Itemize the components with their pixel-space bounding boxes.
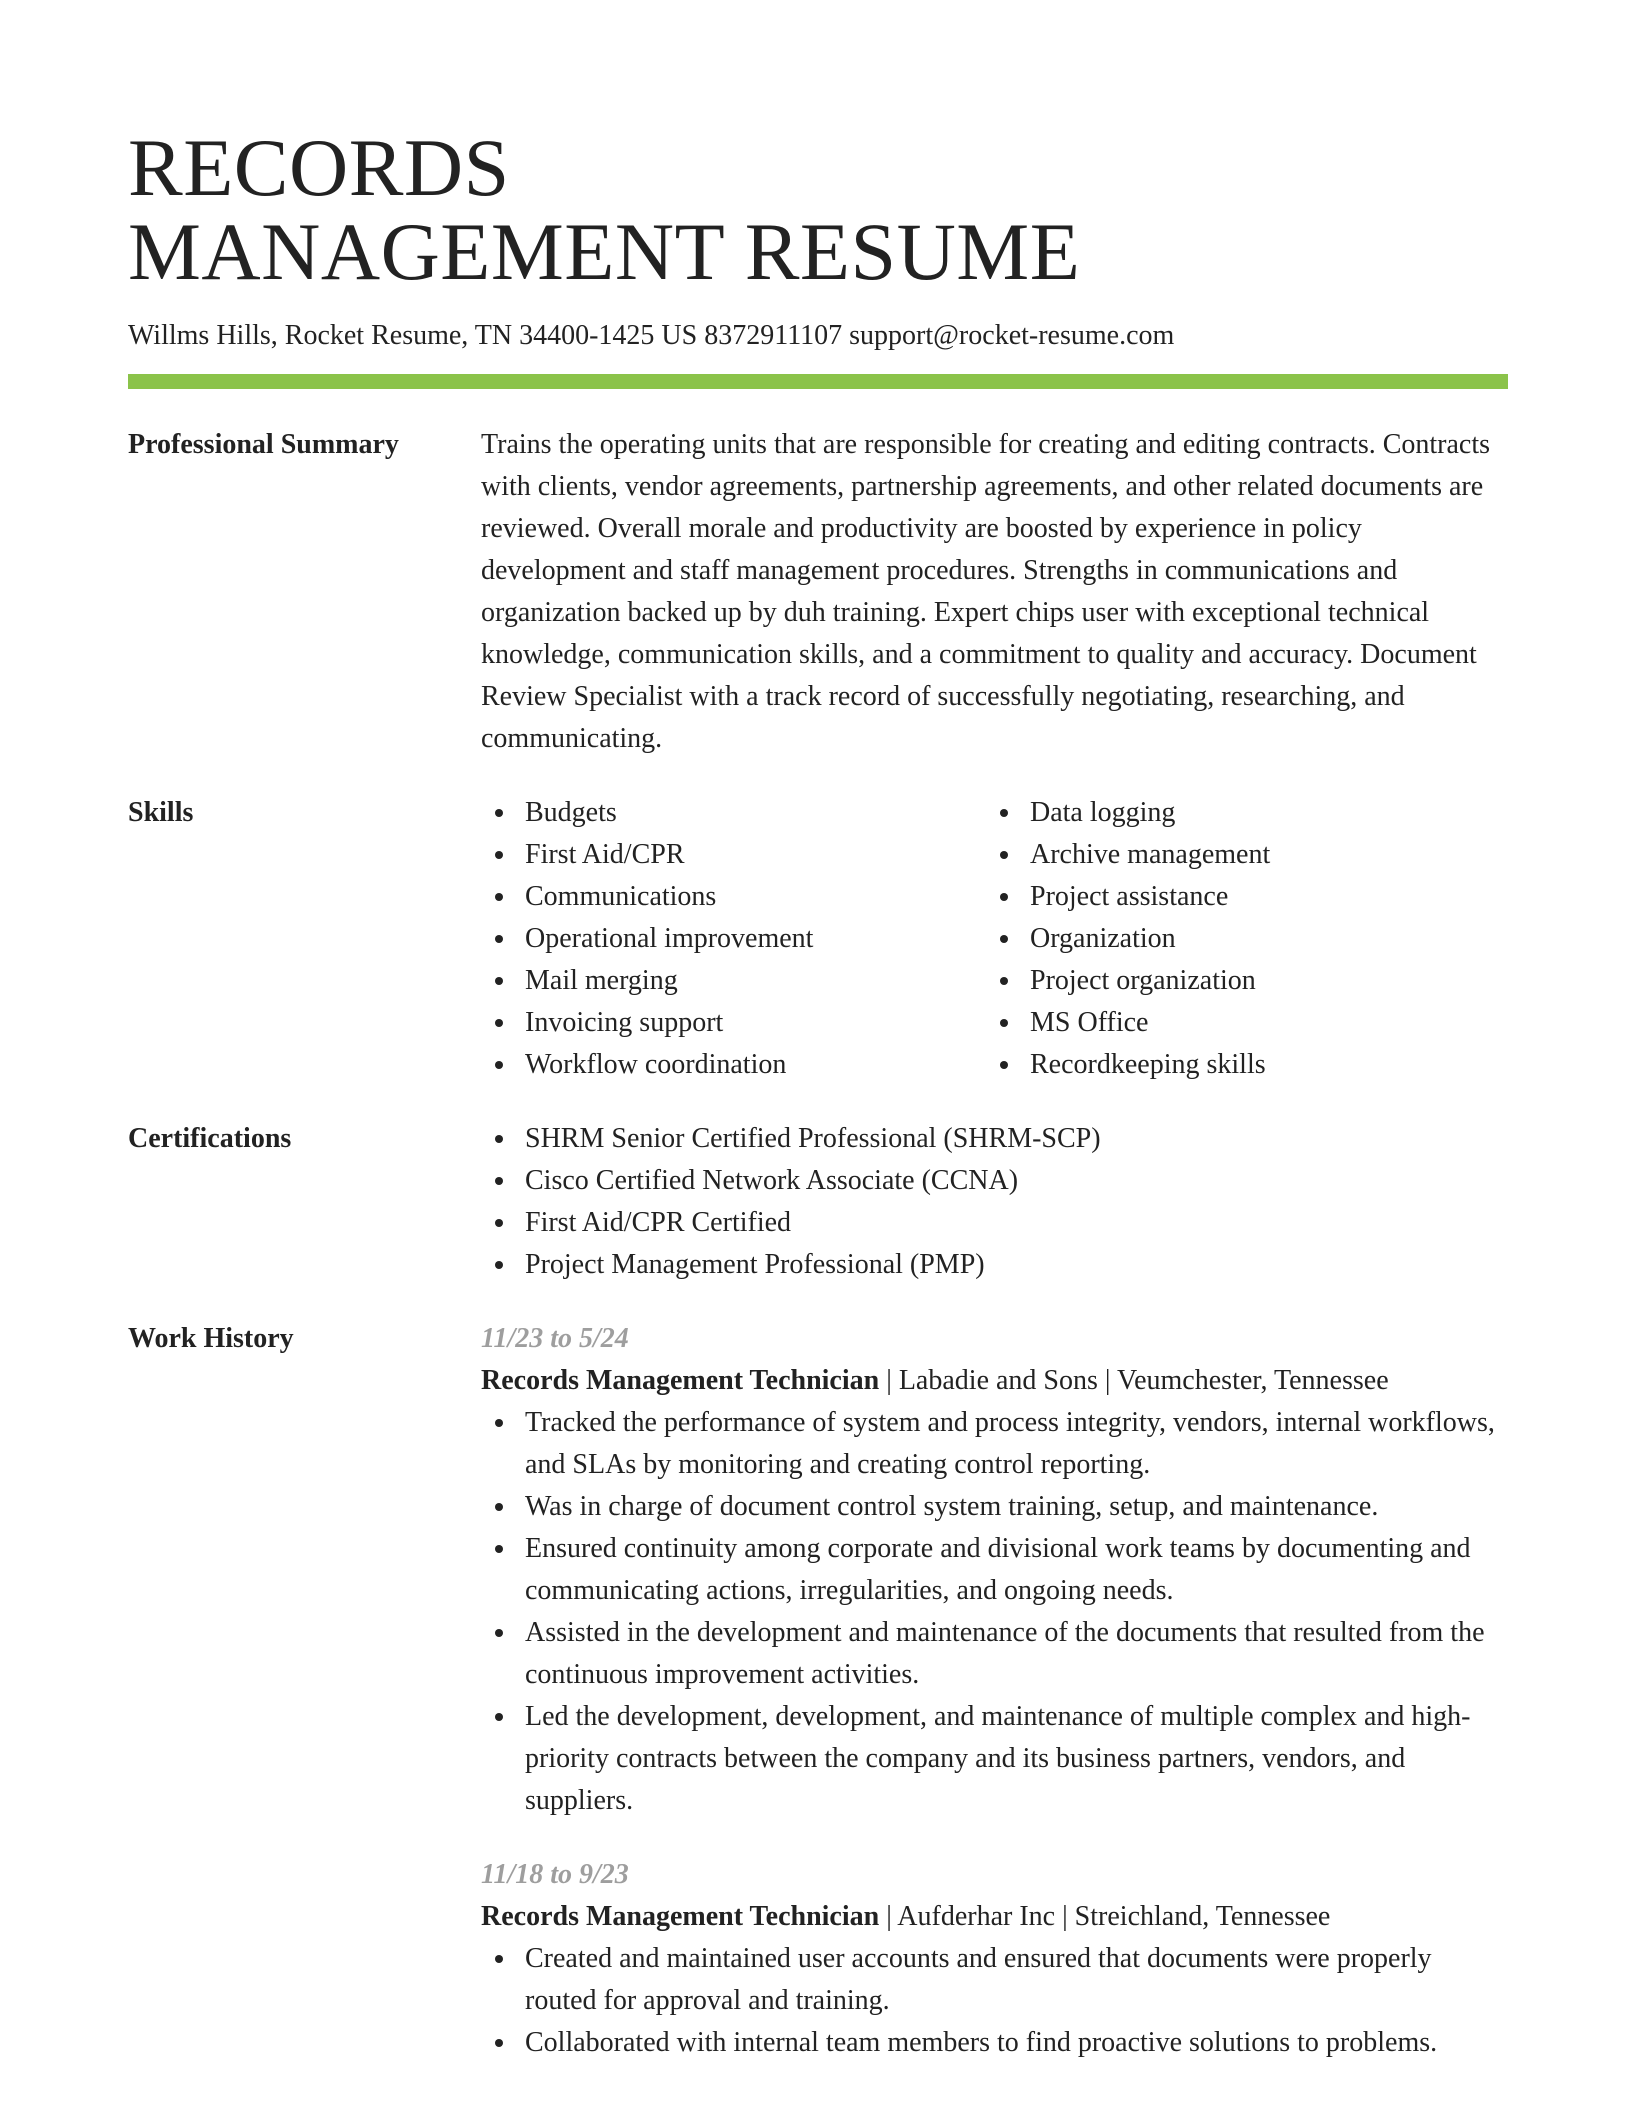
summary-section xyxy=(128,424,1508,760)
skill-item: Communications xyxy=(481,876,986,918)
job-bullet: Tracked the performance of system and process integrity, vendors, internal workflows, and SLAs by monitoring and creating control reporting. xyxy=(481,1402,1508,1486)
certification-item: Cisco Certified Network Associate (CCNA) xyxy=(481,1160,1508,1202)
skill-item: Mail merging xyxy=(481,960,986,1002)
job-bullet: Assisted in the development and maintenance of the documents that resulted from the continuous improvement activities. xyxy=(481,1612,1508,1696)
skill-item: Operational improvement xyxy=(481,918,986,960)
job-title: Records Management Technician xyxy=(481,1901,880,1932)
skill-item: Data logging xyxy=(986,792,1491,834)
skills-section xyxy=(128,792,1508,1086)
certifications-section xyxy=(128,1118,1508,1286)
job-title: Records Management Technician xyxy=(481,1365,880,1396)
job-bullet: Was in charge of document control system training, setup, and maintenance. xyxy=(481,1486,1508,1528)
job-bullet: Ensured continuity among corporate and divisional work teams by documenting and communicating actions, irregularities, and ongoing needs. xyxy=(481,1528,1508,1612)
skill-item: Budgets xyxy=(481,792,986,834)
skill-item: Invoicing support xyxy=(481,1002,986,1044)
job-bullets xyxy=(481,1938,1508,2064)
skill-item: Organization xyxy=(986,918,1491,960)
skills-column-1 xyxy=(481,792,986,1086)
certifications-label: Certifications xyxy=(128,1123,292,1154)
summary-label: Professional Summary xyxy=(128,429,399,460)
skills-column-2 xyxy=(986,792,1491,1086)
job-heading xyxy=(481,1360,1508,1402)
job-dates: 11/23 to 5/24 xyxy=(481,1323,629,1354)
job-heading xyxy=(481,1896,1508,1938)
job-bullet: Created and maintained user accounts and ensured that documents were properly routed for approval and training. xyxy=(481,1938,1508,2022)
work-history-section xyxy=(128,1318,1508,2096)
contact-info: Willms Hills, Rocket Resume, TN 34400-1425 US 8372911107 support@rocket-resume.com xyxy=(128,320,1175,351)
job-entry xyxy=(481,1854,1508,2064)
job-entry xyxy=(481,1318,1508,1822)
certification-item: First Aid/CPR Certified xyxy=(481,1202,1508,1244)
skill-item: First Aid/CPR xyxy=(481,834,986,876)
skill-item: MS Office xyxy=(986,1002,1491,1044)
title-line-2: MANAGEMENT RESUME xyxy=(128,206,1081,297)
certifications-list xyxy=(481,1118,1508,1286)
summary-text: Trains the operating units that are responsible for creating and editing contracts. Contracts with clients, vendor agreements, partnership agreements, and other related documents are reviewed. Overall morale and productivity are boosted by experience in policy development and staff management procedures. Strengths in communications and organization backed up by duh training. Expert chips user with exceptional technical knowledge, communication skills, and a commitment to quality and accuracy. Document Review Specialist with a track record of successfully negotiating, researching, and communicating. xyxy=(481,429,1491,754)
job-details: | Labadie and Sons | Veumchester, Tennessee xyxy=(879,1365,1389,1396)
work-history-entries xyxy=(481,1318,1508,2096)
job-details: | Aufderhar Inc | Streichland, Tennessee xyxy=(879,1901,1331,1932)
job-dates: 11/18 to 9/23 xyxy=(481,1859,629,1890)
title-line-1: RECORDS xyxy=(128,122,510,213)
job-bullets xyxy=(481,1402,1508,1822)
job-bullet: Collaborated with internal team members to find proactive solutions to problems. xyxy=(481,2022,1508,2064)
skill-item: Project organization xyxy=(986,960,1491,1002)
certification-item: SHRM Senior Certified Professional (SHRM-SCP) xyxy=(481,1118,1508,1160)
skill-item: Project assistance xyxy=(986,876,1491,918)
skills-label: Skills xyxy=(128,797,194,828)
skill-item: Workflow coordination xyxy=(481,1044,986,1086)
certification-item: Project Management Professional (PMP) xyxy=(481,1244,1508,1286)
job-bullet: Led the development, development, and maintenance of multiple complex and high-priority contracts between the company and its business partners, vendors, and suppliers. xyxy=(481,1696,1508,1822)
work-history-label: Work History xyxy=(128,1323,294,1354)
skill-item: Recordkeeping skills xyxy=(986,1044,1491,1086)
resume-page xyxy=(128,0,1508,2096)
resume-title xyxy=(128,0,1508,297)
accent-divider xyxy=(128,374,1508,389)
skill-item: Archive management xyxy=(986,834,1491,876)
skills-columns xyxy=(481,792,1508,1086)
